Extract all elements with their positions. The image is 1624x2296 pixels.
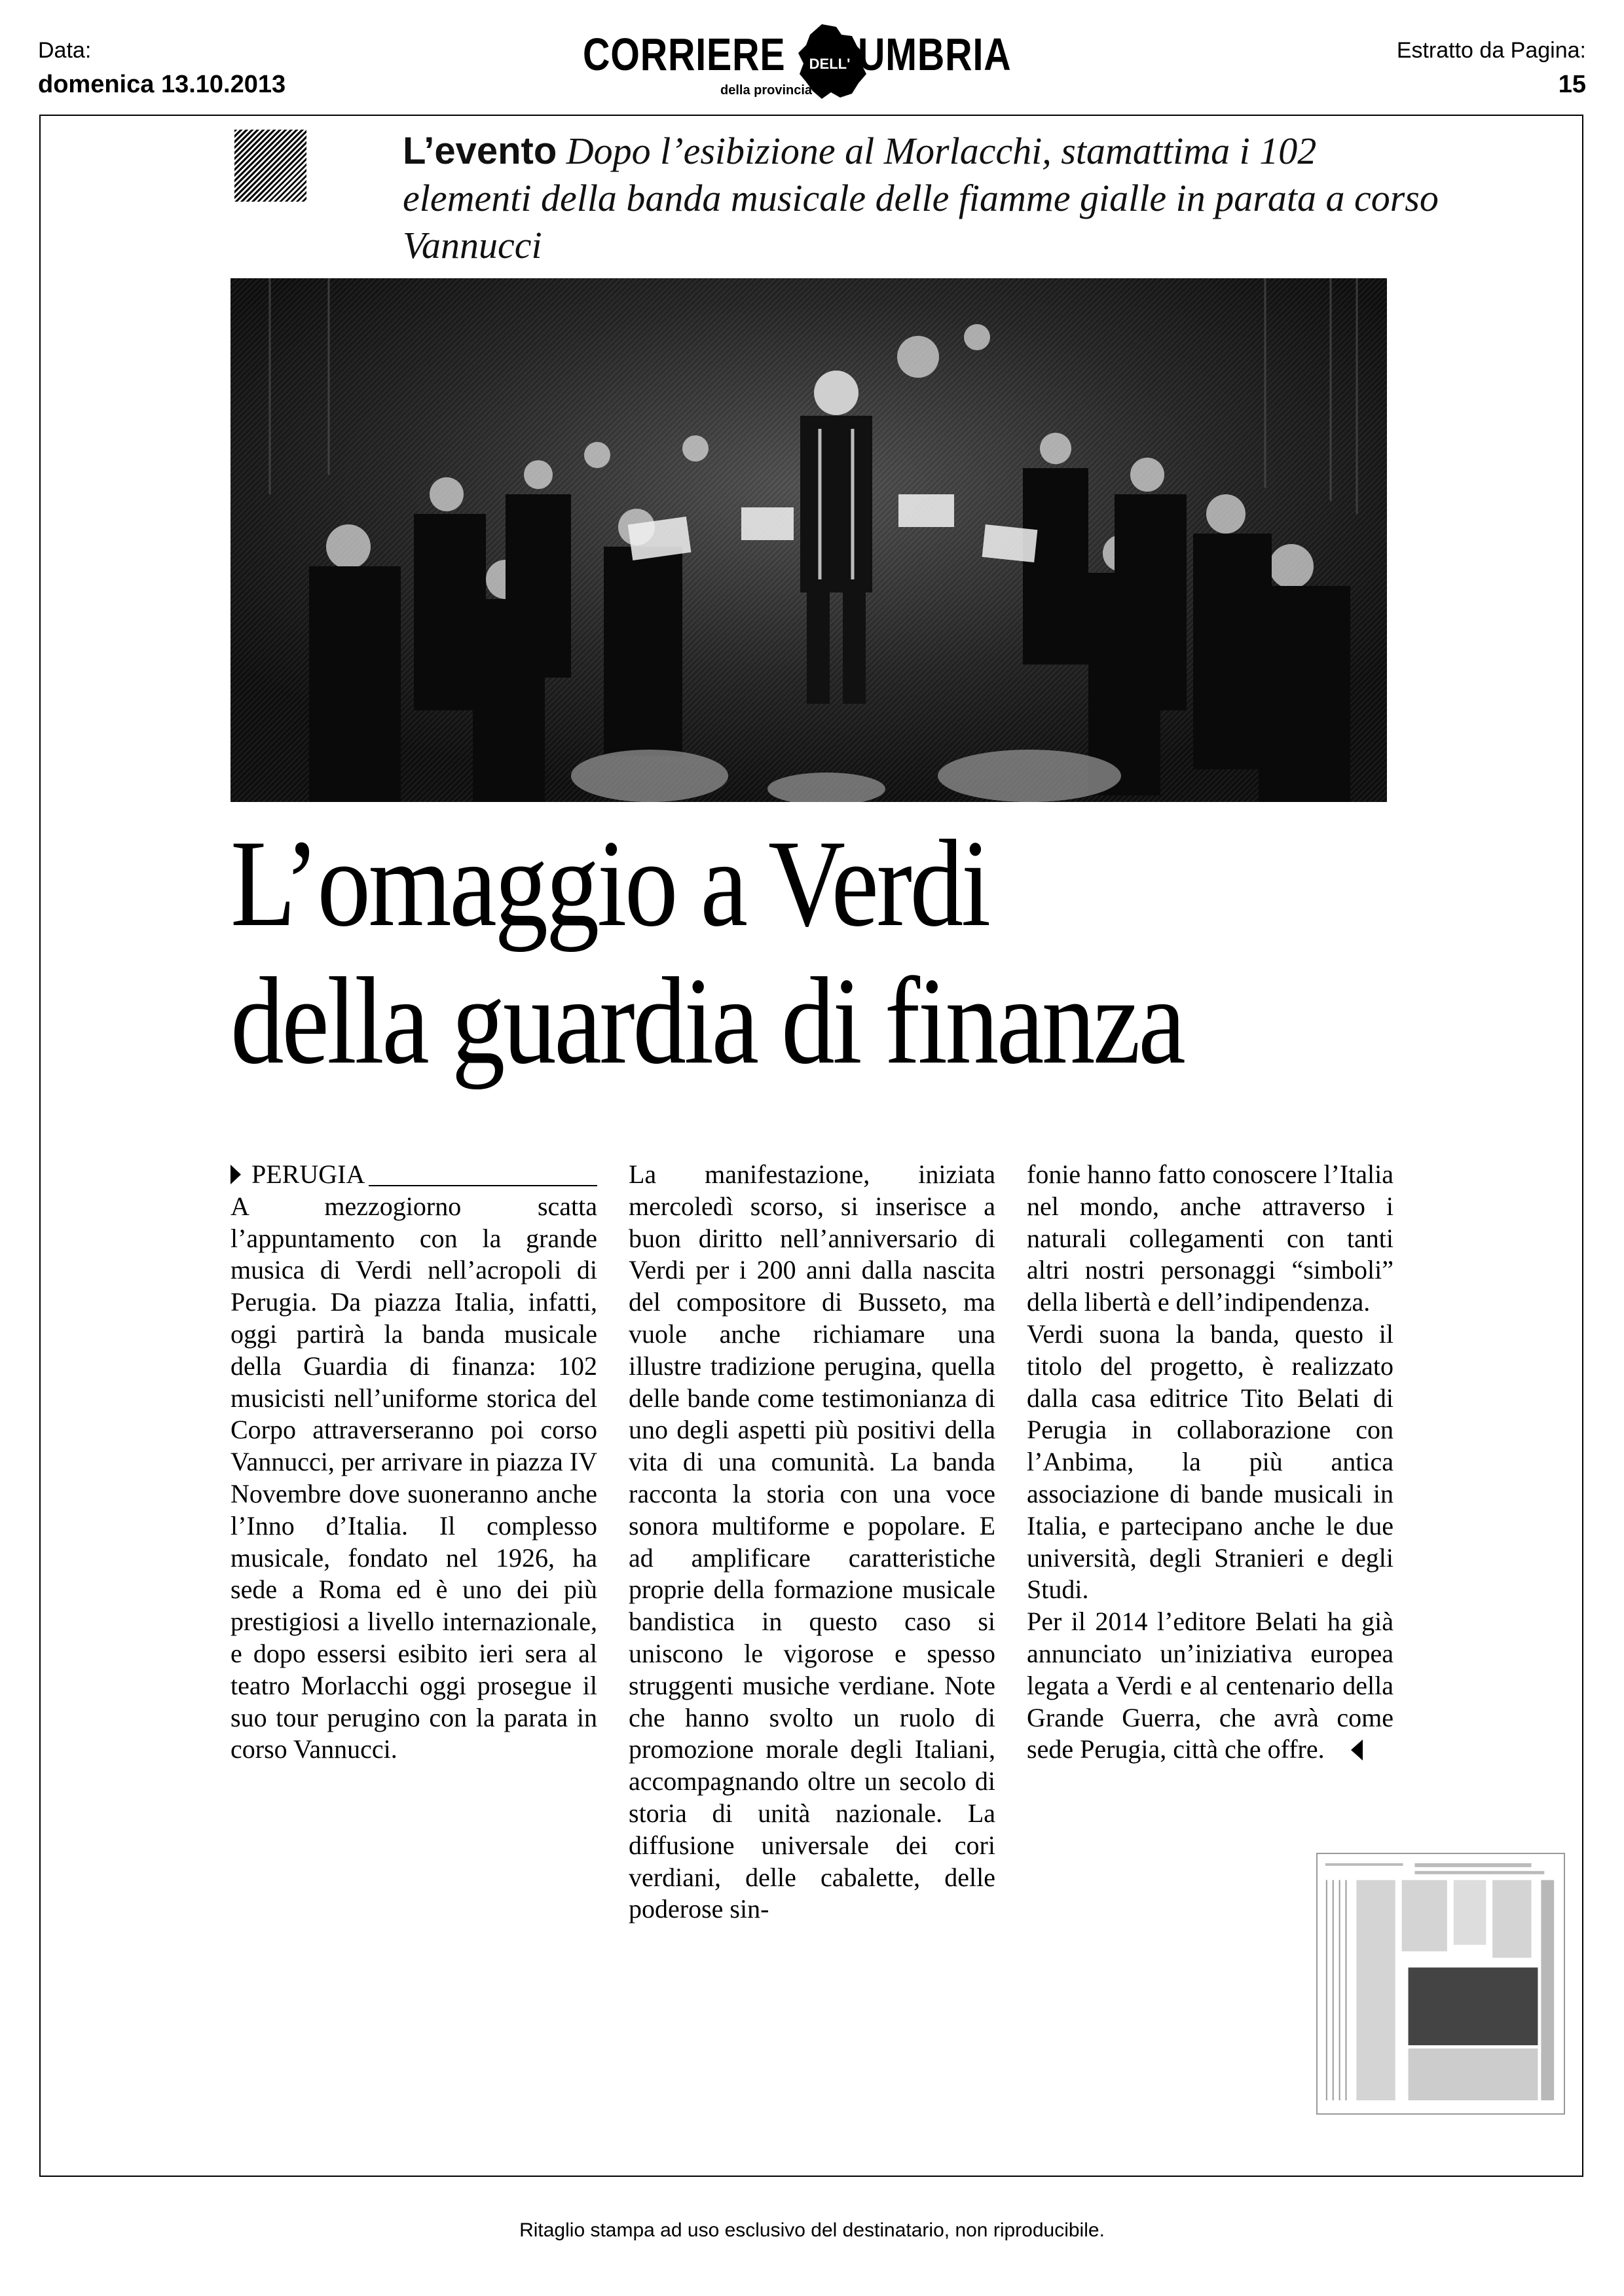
dateline <box>231 1159 597 1191</box>
footer-notice: Ritaglio stampa ad uso esclusivo del destinatario, non riproducibile. <box>519 2219 1105 2241</box>
masthead-right: UMBRIA <box>858 29 1012 80</box>
kicker-text: Dopo l’esibizione al Morlacchi, stamattima i 102 elementi della banda musicale delle fiamme gialle in parata a corso Vannucci <box>403 130 1439 266</box>
article-column-1 <box>231 1159 597 1766</box>
end-mark-icon <box>1351 1740 1363 1760</box>
kicker <box>403 128 1450 269</box>
dateline-city: PERUGIA <box>251 1159 365 1189</box>
headline <box>231 815 1475 1090</box>
dateline-rule <box>369 1163 597 1186</box>
headline-line-2: della guardia di finanza <box>231 953 1184 1090</box>
masthead-left: CORRIERE <box>583 29 786 80</box>
column-3-paragraph-3 <box>1027 1606 1393 1766</box>
band-photo <box>231 278 1387 802</box>
page-thumbnail <box>1316 1853 1565 2115</box>
column-3-paragraph-1: fonie hanno fatto conoscere l’Italia nel mondo, anche attraverso i naturali collegamenti con tanti altri nostri personaggi “simboli” della libertà e dell’indipendenza. <box>1027 1159 1393 1317</box>
extract-label: Estratto da Pagina: <box>1396 38 1586 63</box>
date-value: domenica 13.10.2013 <box>38 71 286 98</box>
masthead-middle: DELL' <box>809 56 851 72</box>
masthead-subtitle: della provincia <box>720 83 813 98</box>
masthead-logo <box>576 23 1048 101</box>
kicker-lead: L’evento <box>403 130 557 172</box>
column-1-text: A mezzogiorno scatta l’appuntamento con la grande musica di Verdi nell’acropoli di Perugia. Da piazza Italia, infatti, oggi partirà la banda musicale della Guardia di finanza: 102 musicisti nell’uniforme storica del Corpo attraverseranno poi corso Vannucci, per arrivare in piazza IV Novembre dove suoneranno anche l’Inno d’Italia. Il complesso musicale, fondato nel 1926, ha sede a Roma ed è uno dei più prestigiosi a livello internazionale, e dopo essersi esibito ieri sera al teatro Morlacchi oggi prosegue il suo tour perugino con la parata in corso Vannucci. <box>231 1191 597 1764</box>
dateline-triangle-icon <box>231 1165 241 1184</box>
page-number: 15 <box>1558 71 1586 98</box>
section-marker <box>234 130 306 202</box>
date-label: Data: <box>38 38 92 63</box>
article-column-2 <box>629 1159 995 1925</box>
column-2-text: La manifestazione, iniziata mercoledì scorso, si inserisce a buon diritto nell’anniversario di Verdi per i 200 anni dalla nascita del compositore di Busseto, ma vuole anche richiamare una illustre tradizione perugina, quella delle bande come testimonianza di uno degli aspetti più positivi della vita di una comunità. La banda racconta la storia con una voce sonora multiforme e popolare. E ad amplificare caratteristiche proprie della formazione musicale bandistica in questo caso si uniscono le vigorose e spesso struggenti musiche verdiane. Note che hanno svolto un ruolo di promozione morale degli Italiani, accompagnando oltre un secolo di storia di unità nazionale. La diffusione universale dei cori verdiani, delle cabalette, delle poderose sin- <box>629 1159 995 1924</box>
headline-line-1: L’omaggio a Verdi <box>231 815 989 953</box>
column-3-paragraph-2: Verdi suona la banda, questo il titolo del progetto, è realizzato dalla casa editrice Tito Belati di Perugia in collaborazione con l’Anbima, la più antica associazione di bande musicali in Italia, e partecipano anche le due università, degli Stranieri e degli Studi. <box>1027 1319 1393 1605</box>
article-column-3 <box>1027 1159 1393 1766</box>
column-3-paragraph-3-text: Per il 2014 l’editore Belati ha già annunciato un’iniziativa europea legata a Verdi e al centenario della Grande Guerra, che avrà come sede Perugia, città che offre. <box>1027 1607 1393 1764</box>
